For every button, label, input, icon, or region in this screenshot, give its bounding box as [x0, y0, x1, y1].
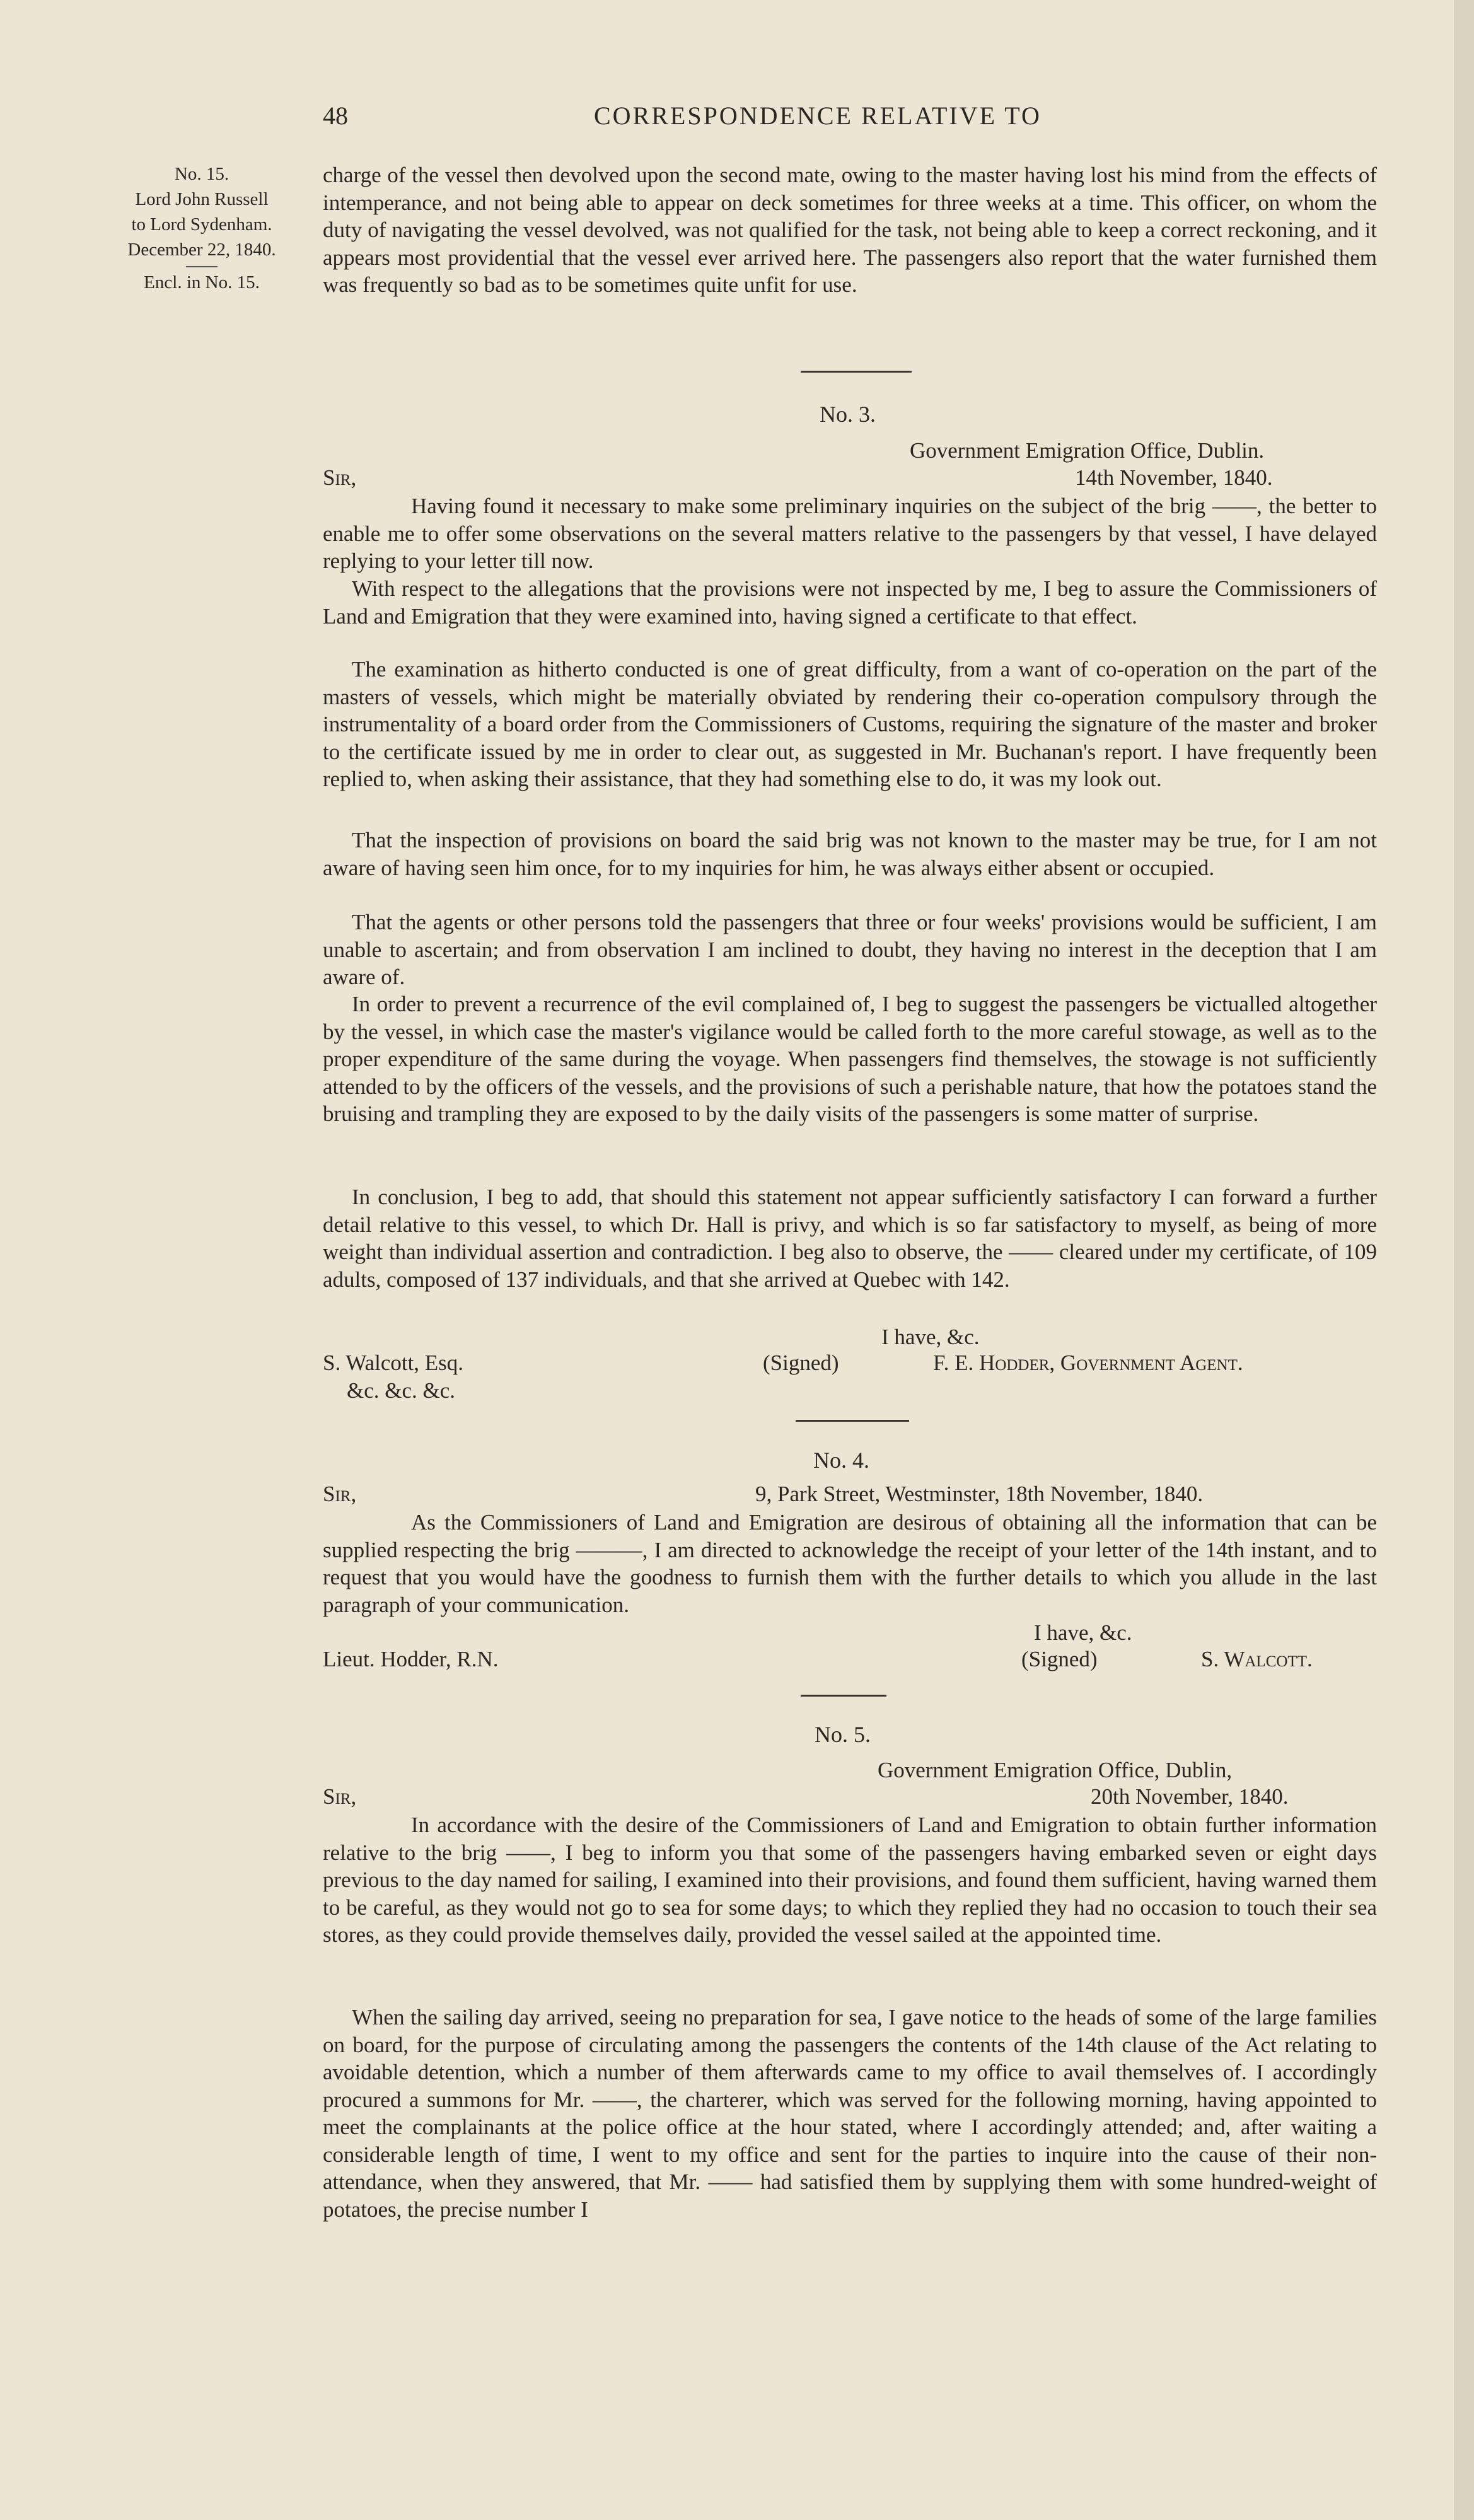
letter-3-date: 14th November, 1840. [1075, 465, 1273, 490]
page-header [323, 101, 1377, 131]
letter-3-etc: &c. &c. &c. [347, 1378, 456, 1403]
letter-5-office: Government Emigration Office, Dublin, [878, 1758, 1233, 1782]
letter-3-office: Government Emigration Office, Dublin. [910, 438, 1265, 463]
section-divider [801, 1695, 886, 1697]
letter-3-paragraph: In order to prevent a recurrence of the evil complained of, I beg to suggest the passengers be victualled altogether by the vessel, in which case the master's vigilance would be called forth to the more careful stowage, as well as to the proper expenditure of the same during the voyage. When passengers find themselves, the stowage is not sufficiently attended to by the officers of the vessels, and the provisions of such a perishable nature, that how the potatoes stand the bruising and trampling they are exposed to by the daily visits of the passengers is some matter of surprise. [323, 992, 1377, 1126]
letter-4-signed: (Signed) [1021, 1647, 1098, 1671]
letter-5-paragraph: When the sailing day arrived, seeing no preparation for sea, I gave notice to the heads of some of the large families on board, for the purpose of circulating among the passengers the contents of the 14th clause of the Act relating to avoidable detention, which a number of them afterwards came to my office to avail themselves of. I accordingly procured a summons for Mr. ——, the charterer, which was served for the following morning, having appointed to meet the complainants at the police office at the hour stated, where I accordingly attended; and, after waiting a considerable length of time, I went to my office and sent for the parties to inquire into the cause of their non-attendance, when they answered, that Mr. —— had satisfied them by supplying them with some hundred-weight of potatoes, the precise number I [323, 2005, 1377, 2222]
running-title: CORRESPONDENCE RELATIVE TO [594, 102, 1042, 130]
margin-note-line: December 22, 1840. [127, 240, 276, 260]
letter-4-closing: I have, &c. [1034, 1620, 1132, 1645]
page-number: 48 [323, 102, 348, 130]
letter-3-salutation: Sir, [323, 465, 357, 490]
letter-4-paragraph: As the Commissioners of Land and Emigration are desirous of obtaining all the information that can be supplied respecting the brig ———, I am directed to acknowledge the receipt of your letter of the 14th instant, and to request that you would have the goodness to furnish them with the further details to which you allude in the last paragraph of your communication. [323, 1510, 1377, 1617]
page-edge [1454, 0, 1474, 2520]
letter-5-number: No. 5. [815, 1722, 871, 1747]
margin-note [107, 161, 296, 295]
letter-5-date: 20th November, 1840. [1091, 1784, 1289, 1809]
letter-4-number: No. 4. [813, 1448, 869, 1473]
letter-3-paragraph: The examination as hitherto conducted is one of great difficulty, from a want of co-operation on the part of the masters of vessels, which might be materially obviated by rendering their co-operation compulsory through the instrumentality of a board order from the Commissioners of Customs, requiring the signature of the master and broker to the certificate issued by me in order to clear out, as suggested in Mr. Buchanan's report. I have frequently been replied to, when asking their assistance, that they had something else to do, it was my look out. [323, 657, 1377, 791]
margin-divider [186, 266, 218, 267]
letter-3-paragraph: In conclusion, I beg to add, that should this statement not appear sufficiently satisfactory I can forward a further detail relative to this vessel, to which Dr. Hall is privy, and which is so far satisfactory to myself, as being of more weight than individual assertion and contradiction. I beg also to observe, the —— cleared under my certificate, of 109 adults, composed of 137 individuals, and that she arrived at Quebec with 142. [323, 1185, 1377, 1292]
section-divider [796, 1420, 909, 1422]
letter-4-salutation: Sir, [323, 1482, 357, 1506]
letter-4-signatory: S. Walcott. [1201, 1647, 1313, 1671]
intro-paragraph: charge of the vessel then devolved upon the second mate, owing to the master having lost his mind from the effects of intemperance, and not being able to appear on deck sometimes for three weeks at a time. This officer, on whom the duty of navigating the vessel devolved, was not qualified for the task, not being able to keep a correct reckoning, and it appears most providential that the vessel ever arrived here. The passengers also report that the water furnished them was frequently so bad as to be sometimes quite unfit for use. [323, 163, 1377, 297]
letter-3-closing: I have, &c. [881, 1325, 980, 1349]
letter-3-paragraph: Having found it necessary to make some preliminary inquiries on the subject of the brig ——, the better to enable me to offer some observations on the several matters relative to the passengers by that vessel, I have delayed replying to your letter till now. [323, 494, 1377, 573]
letter-4-addressee: Lieut. Hodder, R.N. [323, 1647, 499, 1671]
letter-3-paragraph: That the inspection of provisions on board the said brig was not known to the master may be true, for I am not aware of having seen him once, for to my inquiries for him, he was always either absent or occupied. [323, 828, 1377, 880]
letter-3-signed: (Signed) [763, 1350, 839, 1375]
letter-3-number: No. 3. [820, 402, 876, 427]
margin-note-line: No. 15. [174, 164, 229, 184]
letter-5-salutation: Sir, [323, 1784, 357, 1809]
margin-note-line: Lord John Russell [135, 189, 269, 209]
letter-3-signatory: F. E. Hodder, Government Agent. [933, 1350, 1243, 1375]
letter-5-paragraph: In accordance with the desire of the Commissioners of Land and Emigration to obtain further information relative to the brig ——, I beg to inform you that some of the passengers having embarked seven or eight days previous to the day named for sailing, I examined into their provisions, and found them sufficient, having warned them to be careful, as they would not go to sea for some days; to which they replied they had no occasion to touch their sea stores, as they could provide themselves daily, provided the vessel sailed at the appointed time. [323, 1813, 1377, 1947]
margin-note-line: to Lord Sydenham. [131, 214, 272, 235]
section-divider [801, 371, 912, 373]
letter-4-dateline: 9, Park Street, Westminster, 18th November, 1840. [755, 1482, 1204, 1506]
letter-3-paragraph: That the agents or other persons told the passengers that three or four weeks' provisions would be sufficient, I am unable to ascertain; and from observation I am inclined to doubt, they having no interest in the deception that I am aware of. [323, 910, 1377, 989]
letter-3-paragraph: With respect to the allegations that the provisions were not inspected by me, I beg to assure the Commissioners of Land and Emigration that they were examined into, having signed a certificate to that effect. [323, 576, 1377, 629]
letter-3-addressee: S. Walcott, Esq. [323, 1350, 464, 1375]
margin-note-line: Encl. in No. 15. [144, 272, 260, 293]
